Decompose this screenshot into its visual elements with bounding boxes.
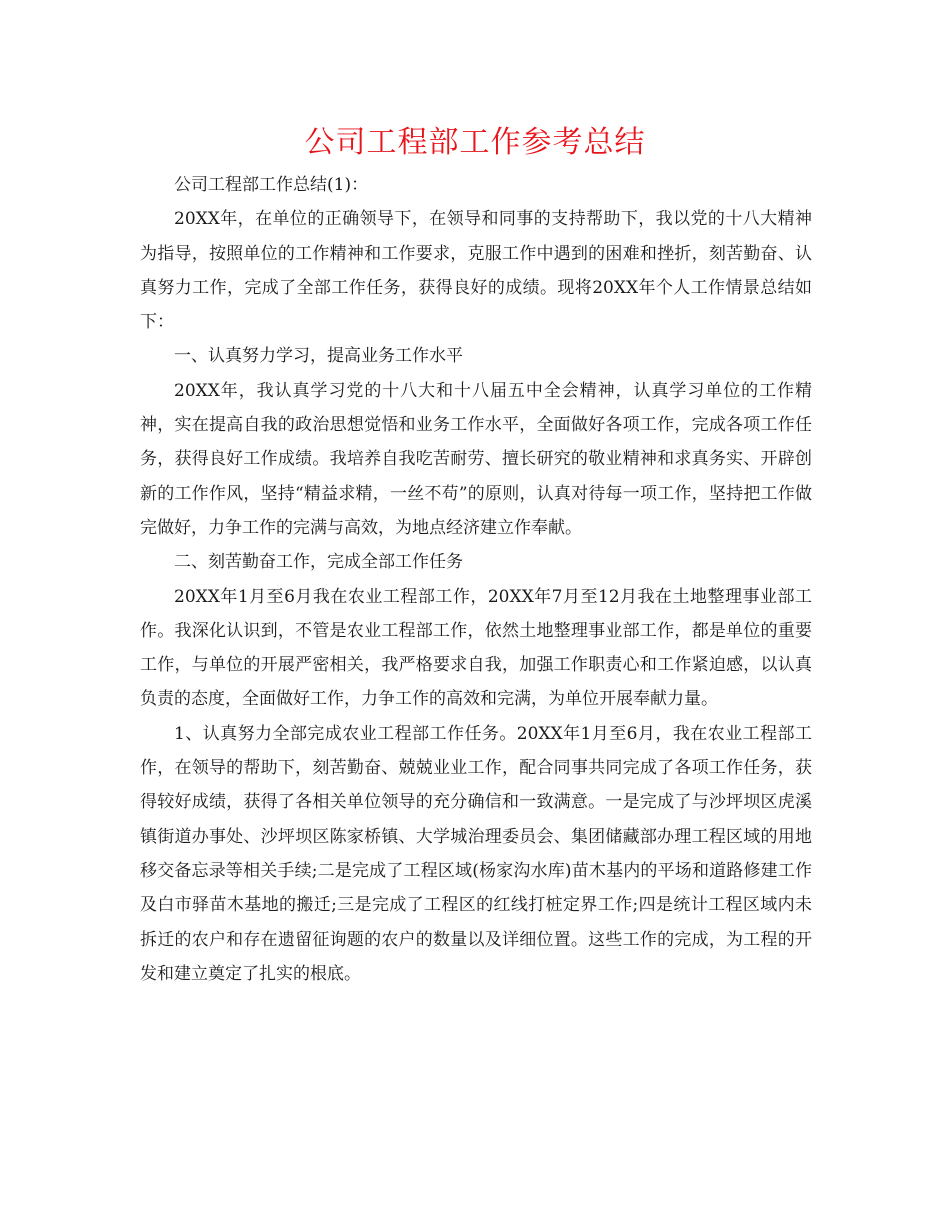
section-heading-2: 二、刻苦勤奋工作，完成全部工作任务	[174, 552, 463, 573]
document-title: 公司工程部工作参考总结	[304, 125, 646, 160]
paragraph-agriculture-tasks: 1、认真努力全部完成农业工程部工作任务。20XX年1月至6月，我在农业工程部工作，在领导的帮助下，刻苦勤奋、兢兢业业工作，配合同事共同完成了各项工作任务，获得较好成绩，获得了各相关单位领导的充分确信和一致满意。一是完成了与沙坪坝区虎溪镇街道办事处、沙坪坝区陈家桥镇、大学城治理委员会、集团储藏部办理工程区域的用地移交备忘录等相关手续;二是完成了工程区域(杨家沟水库)苗木基内的平场和道路修建工作及白市驿苗木基地的搬迁;三是完成了工程区的红线打桩定界工作;四是统计工程区域内未拆迁的农户和存在遗留征询题的农户的数量以及详细位置。这些工作的完成，为工程的开发和建立奠定了扎实的根底。	[140, 723, 812, 984]
paragraph-study: 20XX年，我认真学习党的十八大和十八届五中全会精神，认真学习单位的工作精神，实在提高自我的政治思想觉悟和业务工作水平，全面做好各项工作，完成各项工作任务，获得良好工作成绩。我培养自我吃苦耐劳、擅长研究的敬业精神和求真务实、开辟创新的工作作风，坚持“精益求精，一丝不苟”的原则，认真对待每一项工作，坚持把工作做完做好，力争工作的完满与高效，为地点经济建立作奉献。	[140, 380, 812, 538]
paragraph-work-overview: 20XX年1月至6月我在农业工程部工作，20XX年7月至12月我在土地整理事业部工作。我深化认识到，不管是农业工程部工作，依然土地整理事业部工作，都是单位的重要工作，与单位的开展严密相关，我严格要求自我，加强工作职责心和工作紧迫感，以认真负责的态度，全面做好工作，力争工作的高效和完满，为单位开展奉献力量。	[140, 586, 812, 710]
section-heading-1: 一、认真努力学习，提高业务工作水平	[174, 346, 463, 367]
paragraph-intro: 20XX年，在单位的正确领导下，在领导和同事的支持帮助下，我以党的十八大精神为指导，按照单位的工作精神和工作要求，克服工作中遇到的困难和挫折，刻苦勤奋、认真努力工作，完成了全部工作任务，获得良好的成绩。现将20XX年个人工作情景总结如下：	[140, 209, 812, 333]
paragraph-summary-heading: 公司工程部工作总结(1)：	[174, 175, 369, 195]
document-body	[140, 168, 812, 991]
